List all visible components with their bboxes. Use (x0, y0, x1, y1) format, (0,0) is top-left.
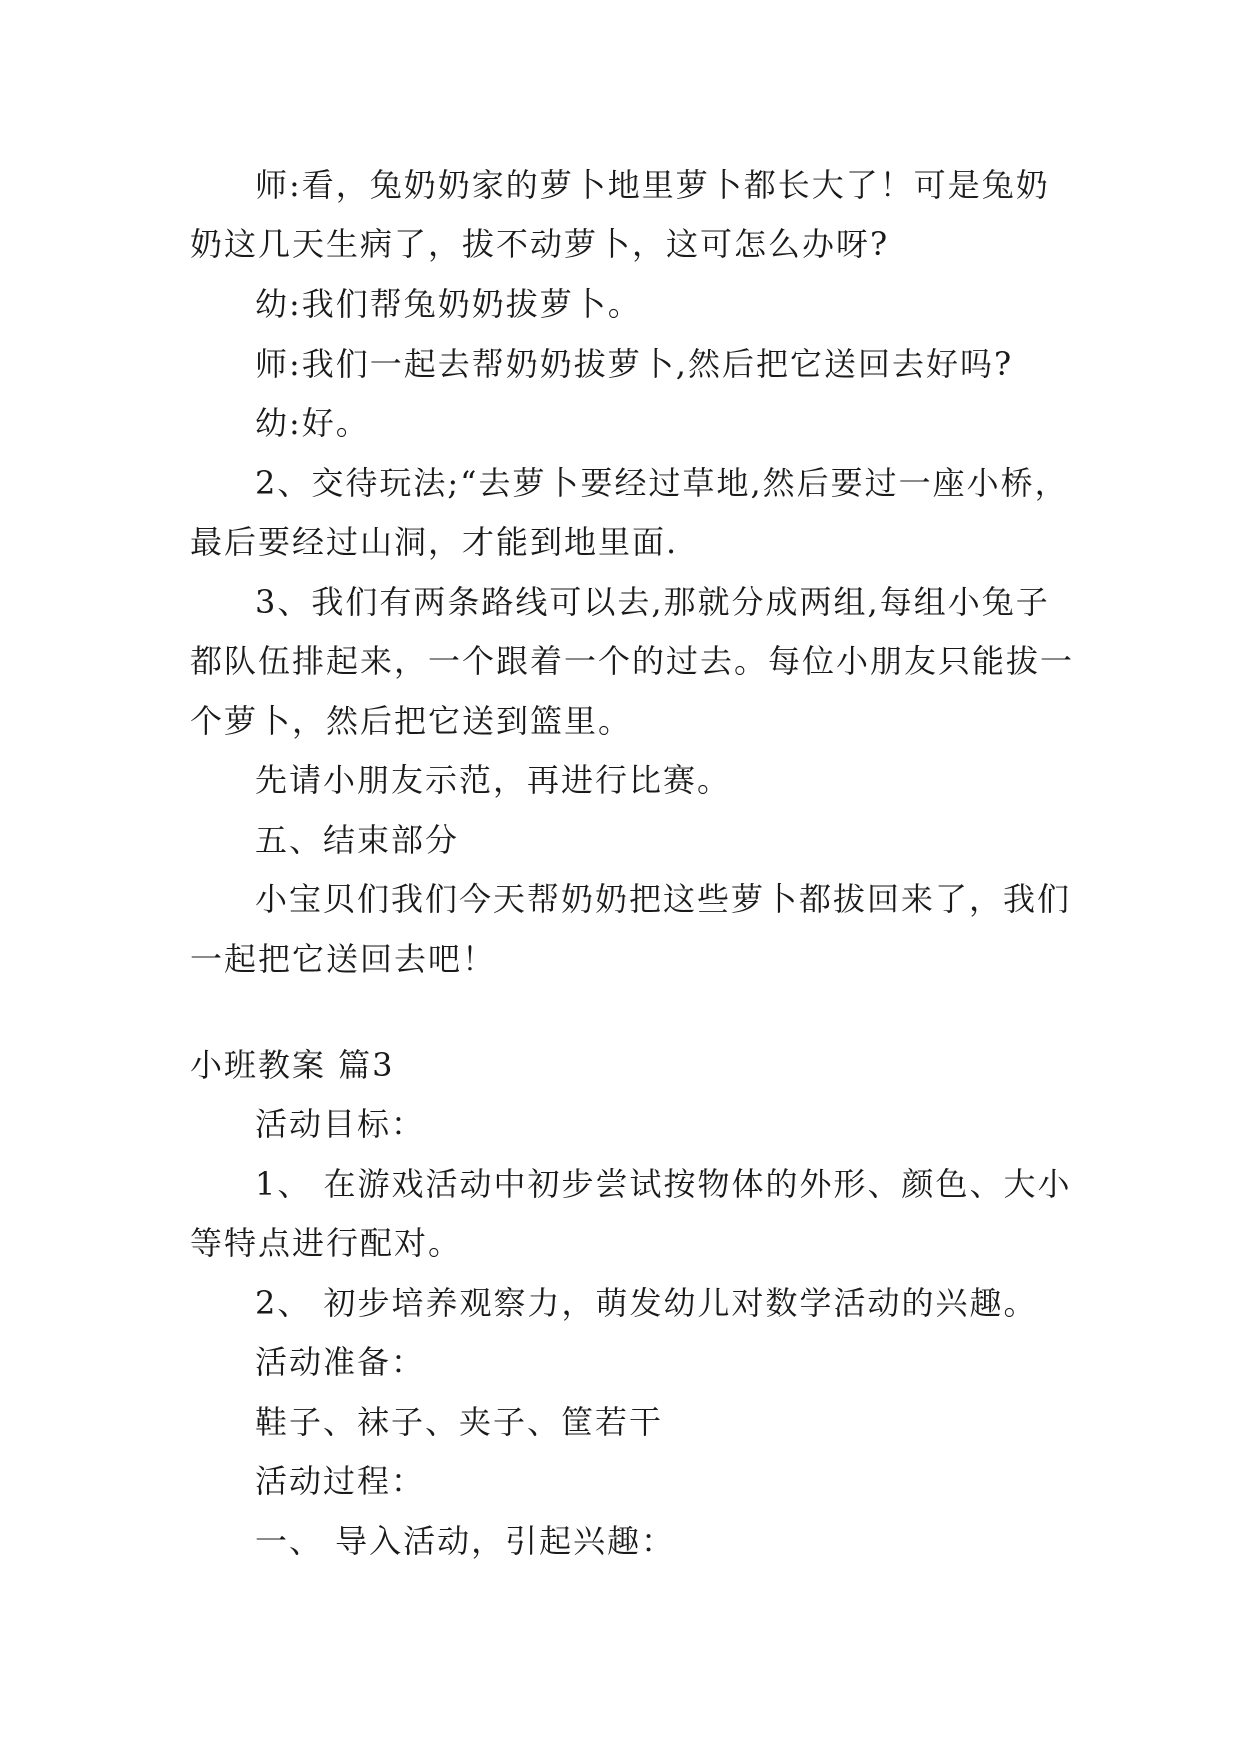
paragraph-line: 2、 初步培养观察力，萌发幼儿对数学活动的兴趣。 (255, 1284, 1038, 1322)
paragraph-line: 师:看，兔奶奶家的萝卜地里萝卜都长大了！可是兔奶 (255, 166, 1050, 204)
paragraph-line: 最后要经过山洞，才能到地里面. (190, 523, 679, 561)
section-heading: 活动准备： (255, 1343, 426, 1381)
paragraph-line: 幼:我们帮兔奶奶拔萝卜。 (255, 285, 642, 323)
paragraph-line: 师:我们一起去帮奶奶拔萝卜,然后把它送回去好吗? (255, 345, 1014, 383)
paragraph-line: 个萝卜，然后把它送到篮里。 (190, 702, 633, 740)
paragraph-line: 幼:好。 (255, 404, 370, 442)
paragraph-line: 3、我们有两条路线可以去,那就分成两组,每组小兔子 (255, 583, 1050, 621)
section-heading: 活动过程： (255, 1462, 426, 1500)
paragraph-line: 等特点进行配对。 (190, 1224, 463, 1262)
paragraph-line: 一起把它送回去吧！ (190, 940, 497, 978)
paragraph-line: 鞋子、袜子、夹子、筐若干 (255, 1403, 664, 1441)
paragraph-line: 先请小朋友示范，再进行比赛。 (255, 761, 732, 799)
paragraph-line: 1、 在游戏活动中初步尝试按物体的外形、颜色、大小 (255, 1165, 1072, 1203)
section-heading: 活动目标： (255, 1105, 426, 1143)
paragraph-line: 一、 导入活动，引起兴趣： (255, 1522, 676, 1560)
paragraph-line: 奶这几天生病了，拔不动萝卜，这可怎么办呀? (190, 225, 890, 263)
paragraph-line: 小宝贝们我们今天帮奶奶把这些萝卜都拔回来了，我们 (255, 880, 1072, 918)
document-title: 小班教案 篇3 (190, 1046, 395, 1084)
paragraph-line: 都队伍排起来，一个跟着一个的过去。每位小朋友只能拔一 (190, 642, 1075, 680)
section-heading: 五、结束部分 (255, 821, 460, 859)
paragraph-line: 2、交待玩法;“去萝卜要经过草地,然后要过一座小桥， (255, 464, 1069, 502)
